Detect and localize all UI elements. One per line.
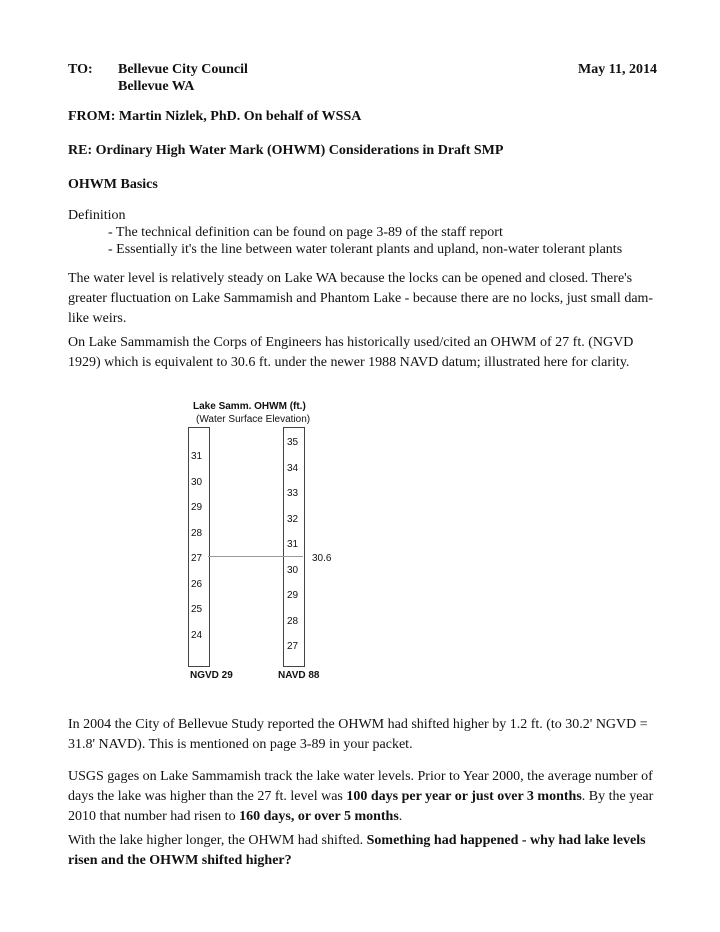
usgs-text-1: USGS gages on Lake Sammamish track the lake water levels. Prior to Year 2000, the average number of days the lake was higher than the 27 ft. level was: [68, 769, 653, 804]
navd88-tick-32: 32: [287, 513, 299, 525]
navd88-column-label: NAVD 88: [278, 670, 320, 681]
from-line: FROM: Martin Nizlek, PhD. On behalf of WSSA: [68, 109, 362, 124]
memo-date: May 11, 2014: [578, 62, 657, 77]
ngvd29-column-label: NGVD 29: [190, 670, 233, 681]
navd88-tick-33: 33: [287, 488, 299, 499]
ngvd29-tick-26: 26: [191, 578, 203, 590]
usgs-text-3: .: [398, 809, 403, 824]
navd88-tick-30: 30: [287, 564, 299, 576]
section-heading: OHWM Basics: [68, 177, 158, 192]
paragraph-ohwm-datum: On Lake Sammamish the Corps of Engineers has historically used/cited an OHWM of 27 ft. (NGVD 1929) which is equivalent to 30.6 ft. under the newer 1988 NAVD datum; illustrated here for clarity.: [68, 335, 634, 370]
navd88-tick-34: 34: [287, 462, 299, 474]
chart-subtitle: (Water Surface Elevation): [196, 414, 311, 425]
ngvd29-tick-30: 30: [191, 476, 203, 488]
paragraph-2004-study: In 2004 the City of Bellevue Study reported the OHWM had shifted higher by 1.2 ft. (to 30.2' NGVD = 31.8' NAVD). This is mentioned on page 3-89 in your packet.: [68, 717, 648, 752]
ngvd29-tick-29: 29: [191, 502, 203, 513]
to-recipient: Bellevue City Council: [118, 62, 248, 77]
ohwm-reference-line-right: [283, 556, 303, 557]
chart-title: Lake Samm. OHWM (ft.): [193, 401, 306, 412]
usgs-days-2010: 160 days, or over 5 months: [239, 809, 399, 824]
ngvd29-tick-28: 28: [191, 527, 203, 539]
paragraph-usgs-gages: [68, 767, 663, 827]
to-label: TO:: [68, 62, 93, 77]
shift-question: Something had happened - why had lake levels risen and the OHWM shifted higher?: [68, 833, 646, 868]
navd88-tick-35: 35: [287, 437, 299, 448]
to-location: Bellevue WA: [118, 79, 195, 94]
ohwm-reference-line: [208, 556, 284, 557]
usgs-days-before-2000: 100 days per year or just over 3 months: [346, 789, 582, 804]
navd88-tick-31: 31: [287, 539, 299, 550]
re-line: RE: Ordinary High Water Mark (OHWM) Considerations in Draft SMP: [68, 143, 504, 158]
paragraph-lake-levels: The water level is relatively steady on Lake WA because the locks can be opened and closed. There's greater fluctuation on Lake Sammamish and Phantom Lake - because there are no locks, just small dam-like weirs.: [68, 271, 654, 326]
definition-bullet-1: - The technical definition can be found on page 3-89 of the staff report: [108, 225, 503, 240]
ngvd29-tick-25: 25: [191, 604, 203, 615]
ngvd29-tick-31: 31: [191, 451, 203, 462]
definition-bullet-2: - Essentially it's the line between water tolerant plants and upland, non-water tolerant plants: [108, 242, 623, 257]
navd88-tick-28: 28: [287, 615, 299, 627]
ngvd29-tick-27: 27: [191, 553, 203, 564]
usgs-text-2: . By the year 2010 that number had risen to: [68, 789, 654, 824]
ngvd29-tick-24: 24: [191, 629, 203, 641]
definition-label: Definition: [68, 208, 126, 223]
navd88-ohwm-value: 30.6: [312, 553, 332, 564]
shift-text: With the lake higher longer, the OHWM had shifted.: [68, 833, 367, 848]
paragraph-ohwm-shift: [68, 831, 663, 871]
navd88-tick-27: 27: [287, 641, 299, 652]
navd88-tick-29: 29: [287, 590, 299, 601]
